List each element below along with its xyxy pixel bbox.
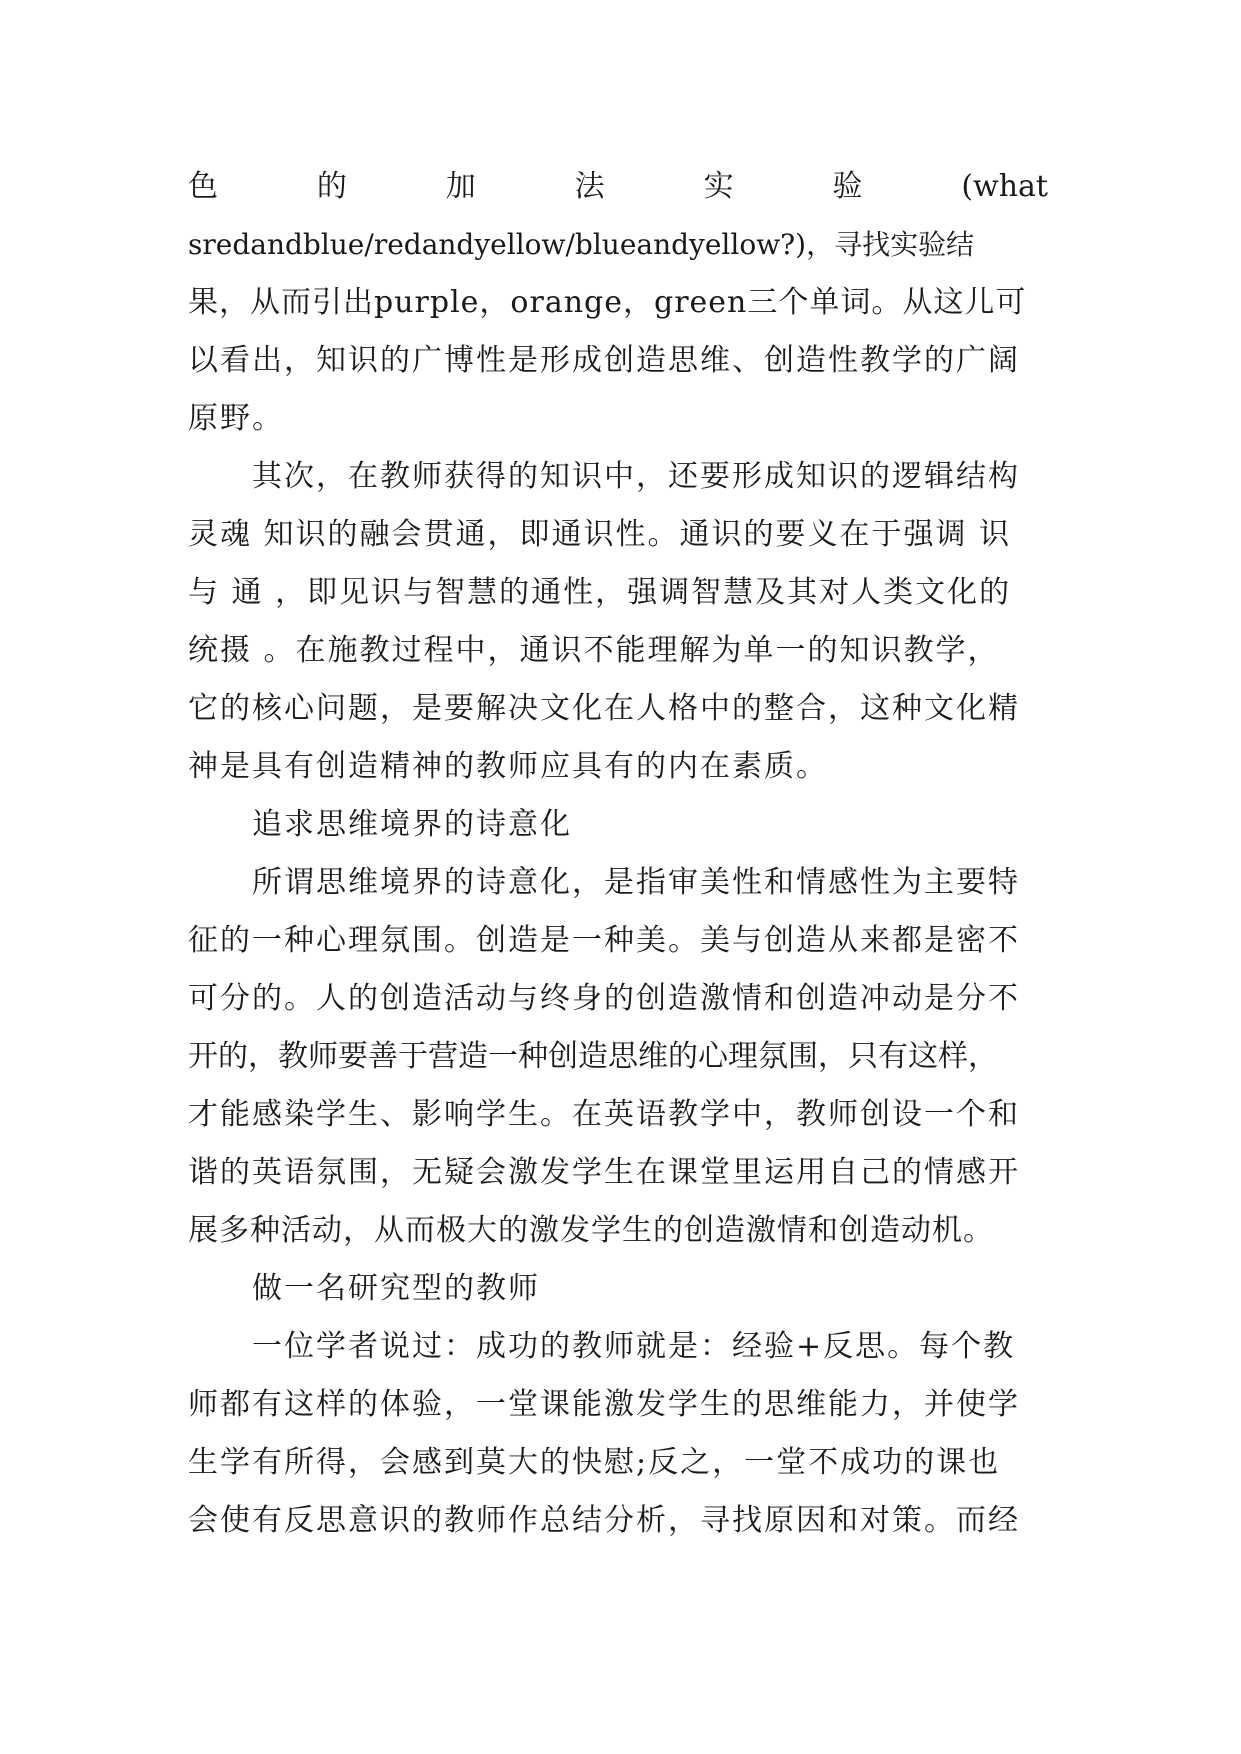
text-line-11: 神是具有创造精神的教师应具有的内在素质。 [188,749,828,784]
text-line-22: 师都有这样的体验，一堂课能激发学生的思维能力，并使学 [188,1387,1020,1422]
line-1-part-3: 加 [445,169,476,204]
line-1-part-5: 实 [703,169,734,204]
text-line-6: 其次，在教师获得的知识中，还要形成知识的逻辑结构 [252,459,1020,494]
text-line-4: 以看出，知识的广博性是形成创造思维、创造性教学的广阔 [188,343,1020,378]
text-line-24: 会使有反思意识的教师作总结分析，寻找原因和对策。而经 [188,1503,1020,1538]
text-line-23: 生学有所得，会感到莫大的快慰;反之，一堂不成功的课也 [188,1445,1001,1480]
text-line-17: 才能感染学生、影响学生。在英语教学中，教师创设一个和 [188,1097,1020,1132]
section-heading-poetic-thinking: 追求思维境界的诗意化 [252,807,572,842]
line-1-part-7: (what [961,169,1048,204]
text-line-3: 果，从而引出purple，orange，green三个单词。从这儿可 [188,285,1027,320]
text-line-8: 与 通 ，即见识与智慧的通性，强调智慧及其对人类文化的 [188,575,1012,610]
text-line-19: 展多种活动，从而极大的激发学生的创造激情和创造动机。 [188,1213,994,1248]
section-heading-research-teacher: 做一名研究型的教师 [252,1271,540,1306]
body-text [188,158,1048,1550]
text-line-9: 统摄 。在施教过程中，通识不能理解为单一的知识教学， [188,633,1000,668]
text-line-13: 所谓思维境界的诗意化，是指审美性和情感性为主要特 [252,865,1020,900]
line-1-part-2: 的 [316,169,347,204]
text-line-7: 灵魂 知识的融会贯通，即通识性。通识的要义在于强调 识 [188,517,1012,552]
text-line-2: sredandblue/redandyellow/blueandyellow?)，寻找实验结 [188,228,975,261]
text-line-15: 可分的。人的创造活动与终身的创造激情和创造冲动是分不 [188,981,1020,1016]
text-line-10: 它的核心问题，是要解决文化在人格中的整合，这种文化精 [188,691,1020,726]
line-1-part-6: 验 [832,169,863,204]
text-line-14: 征的一种心理氛围。创造是一种美。美与创造从来都是密不 [188,923,1020,958]
line-1-part-4: 法 [574,169,605,204]
text-line-21: 一位学者说过：成功的教师就是：经验+反思。每个教 [252,1329,1016,1364]
text-line-16: 开的，教师要善于营造一种创造思维的心理氛围，只有这样， [188,1039,998,1074]
text-line-1 [188,158,1048,216]
text-line-18: 谐的英语氛围，无疑会激发学生在课堂里运用自己的情感开 [188,1155,1020,1190]
line-1-part-1: 色 [188,169,218,204]
text-line-5: 原野。 [188,401,284,436]
